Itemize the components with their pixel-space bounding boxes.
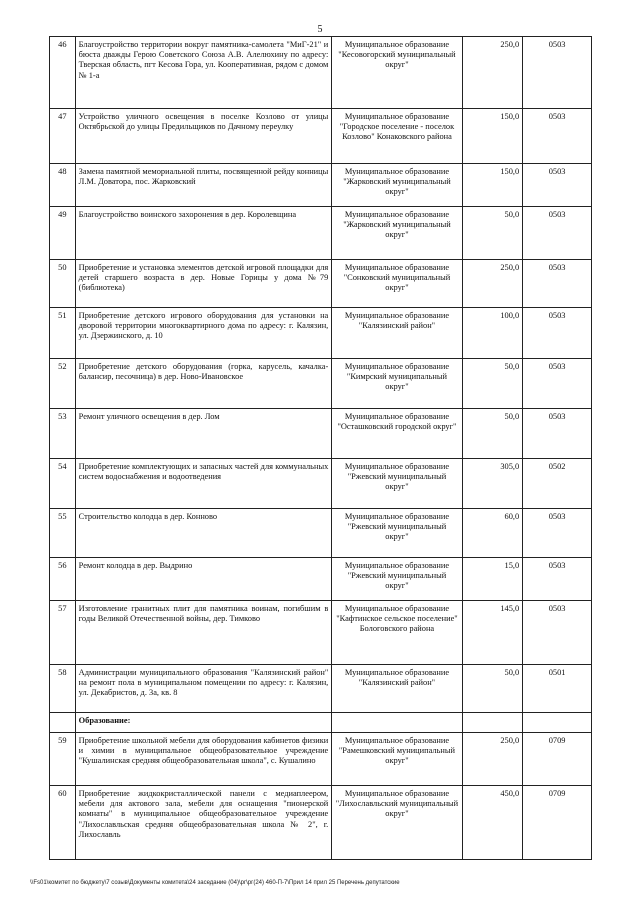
table-row [50, 409, 592, 459]
table-row [50, 207, 592, 260]
row-budget-code: 0503 [523, 558, 592, 601]
row-budget-code: 0503 [523, 207, 592, 260]
table-body-b [50, 733, 592, 860]
row-municipality: Муниципальное образование "Рамешковский муниципальный округ" [332, 733, 462, 786]
row-budget-code: 0709 [523, 786, 592, 860]
table-body-a [50, 37, 592, 713]
section-amount-cell [462, 713, 523, 733]
row-amount: 50,0 [462, 359, 523, 409]
row-description: Приобретение детского игрового оборудования для установки на дворовой территории многоквартирного дома по адресу: г. Калязин, ул. Дзержинского, д. 10 [75, 308, 332, 359]
row-municipality: Муниципальное образование "Кафтинское сельское поселение" Бологовского района [332, 601, 462, 665]
row-description: Приобретение школьной мебели для оборудования кабинетов физики и химии в муниципальное общеобразовательное учреждение "Кушалинская средняя общеобразовательная школа", с. Кушалино [75, 733, 332, 786]
page-number: 5 [317, 24, 323, 35]
row-amount: 250,0 [462, 260, 523, 308]
row-description: Приобретение комплектующих и запасных частей для коммунальных систем водоснабжения и водоотведения [75, 459, 332, 509]
row-amount: 50,0 [462, 409, 523, 459]
row-amount: 250,0 [462, 733, 523, 786]
table-row [50, 308, 592, 359]
section-heading: Образование: [75, 713, 332, 733]
row-number: 56 [50, 558, 76, 601]
row-description: Приобретение детского оборудования (горка, карусель, качалка-балансир, песочница) в дер. Ново-Ивановское [75, 359, 332, 409]
row-number: 46 [50, 37, 76, 109]
row-amount: 150,0 [462, 164, 523, 207]
row-municipality: Муниципальное образование "Осташковский городской округ" [332, 409, 462, 459]
row-amount: 150,0 [462, 109, 523, 164]
row-budget-code: 0503 [523, 359, 592, 409]
section-num-cell [50, 713, 76, 733]
row-number: 57 [50, 601, 76, 665]
row-amount: 450,0 [462, 786, 523, 860]
table-row [50, 260, 592, 308]
row-amount: 50,0 [462, 665, 523, 713]
row-number: 52 [50, 359, 76, 409]
row-number: 59 [50, 733, 76, 786]
row-number: 48 [50, 164, 76, 207]
row-amount: 145,0 [462, 601, 523, 665]
row-number: 58 [50, 665, 76, 713]
row-amount: 60,0 [462, 509, 523, 558]
row-budget-code: 0503 [523, 37, 592, 109]
file-path-footer: \\Fs01\комитет по бюджету\7 созыв\Документы комитета\24 заседание (04)\рг\рг(24) 460-П-7\Прил 14 прил 25 Перечень депутатские [30, 880, 400, 886]
row-municipality: Муниципальное образование "Сонковский муниципальный округ" [332, 260, 462, 308]
row-description: Ремонт колодца в дер. Выдрино [75, 558, 332, 601]
row-municipality: Муниципальное образование "Городское поселение - поселок Козлово" Конаковского района [332, 109, 462, 164]
table-row [50, 37, 592, 109]
row-budget-code: 0503 [523, 509, 592, 558]
row-municipality: Муниципальное образование "Ржевский муниципальный округ" [332, 459, 462, 509]
row-description: Приобретение жидкокристаллической панели с медиаплеером, мебели для актового зала, мебели для оснащения "пионерской комнаты" в муниципальное общеобразовательное учреждение "Лихославльская средняя общеобразовательная школа № 2", г. Лихославль [75, 786, 332, 860]
row-description: Устройство уличного освещения в поселке Козлово от улицы Октябрьской до улицы Предильщиков по Дачному переулку [75, 109, 332, 164]
row-description: Администрации муниципального образования "Калязинский район" на ремонт пола в муниципальном помещении по адресу: г. Калязин, ул. Декабристов, д. 3а, кв. 8 [75, 665, 332, 713]
grant-table [49, 36, 592, 860]
row-amount: 250,0 [462, 37, 523, 109]
row-budget-code: 0503 [523, 308, 592, 359]
row-municipality: Муниципальное образование "Калязинский район" [332, 665, 462, 713]
row-description: Замена памятной мемориальной плиты, посвященной рейду конницы Л.М. Доватора, пос. Жарковский [75, 164, 332, 207]
row-amount: 305,0 [462, 459, 523, 509]
table-body-section [50, 713, 592, 733]
table-row [50, 164, 592, 207]
row-number: 53 [50, 409, 76, 459]
row-number: 51 [50, 308, 76, 359]
row-municipality: Муниципальное образование "Кесовогорский муниципальный округ" [332, 37, 462, 109]
row-number: 55 [50, 509, 76, 558]
row-amount: 15,0 [462, 558, 523, 601]
row-budget-code: 0502 [523, 459, 592, 509]
row-municipality: Муниципальное образование "Лихославльский муниципальный округ" [332, 786, 462, 860]
row-municipality: Муниципальное образование "Жарковский муниципальный округ" [332, 164, 462, 207]
row-municipality: Муниципальное образование "Ржевский муниципальный округ" [332, 509, 462, 558]
row-description: Приобретение и установка элементов детской игровой площадки для детей старшего возраста в дер. Новые Горицы у дома №79 (библиотека) [75, 260, 332, 308]
table-row [50, 459, 592, 509]
row-description: Изготовление гранитных плит для памятника воинам, погибшим в годы Великой Отечественной войны, дер. Тимково [75, 601, 332, 665]
row-amount: 100,0 [462, 308, 523, 359]
row-description: Строительство колодца в дер. Конново [75, 509, 332, 558]
table-row [50, 665, 592, 713]
row-description: Ремонт уличного освещения в дер. Лом [75, 409, 332, 459]
row-municipality: Муниципальное образование "Калязинский район" [332, 308, 462, 359]
table-row [50, 359, 592, 409]
row-description: Благоустройство территории вокруг памятника-самолета "МиГ-21" и бюста дважды Герою Советского Союза А.В. Алелюхину по адресу: Тверская область, пгт Кесова Гора, ул. Кооперативная, рядом с домом № 1-а [75, 37, 332, 109]
row-budget-code: 0503 [523, 164, 592, 207]
table-row [50, 733, 592, 786]
row-description: Благоустройство воинского захоронения в дер. Королевщина [75, 207, 332, 260]
row-municipality: Муниципальное образование "Ржевский муниципальный округ" [332, 558, 462, 601]
row-number: 60 [50, 786, 76, 860]
row-budget-code: 0503 [523, 109, 592, 164]
table-row [50, 601, 592, 665]
row-budget-code: 0503 [523, 260, 592, 308]
section-org-cell [332, 713, 462, 733]
row-municipality: Муниципальное образование "Кимрский муниципальный округ" [332, 359, 462, 409]
table-row [50, 786, 592, 860]
section-code-cell [523, 713, 592, 733]
row-budget-code: 0709 [523, 733, 592, 786]
row-number: 50 [50, 260, 76, 308]
section-row [50, 713, 592, 733]
row-budget-code: 0503 [523, 601, 592, 665]
row-number: 47 [50, 109, 76, 164]
row-budget-code: 0501 [523, 665, 592, 713]
table-row [50, 509, 592, 558]
row-number: 49 [50, 207, 76, 260]
row-number: 54 [50, 459, 76, 509]
row-municipality: Муниципальное образование "Жарковский муниципальный округ" [332, 207, 462, 260]
table-row [50, 109, 592, 164]
row-budget-code: 0503 [523, 409, 592, 459]
table-row [50, 558, 592, 601]
row-amount: 50,0 [462, 207, 523, 260]
